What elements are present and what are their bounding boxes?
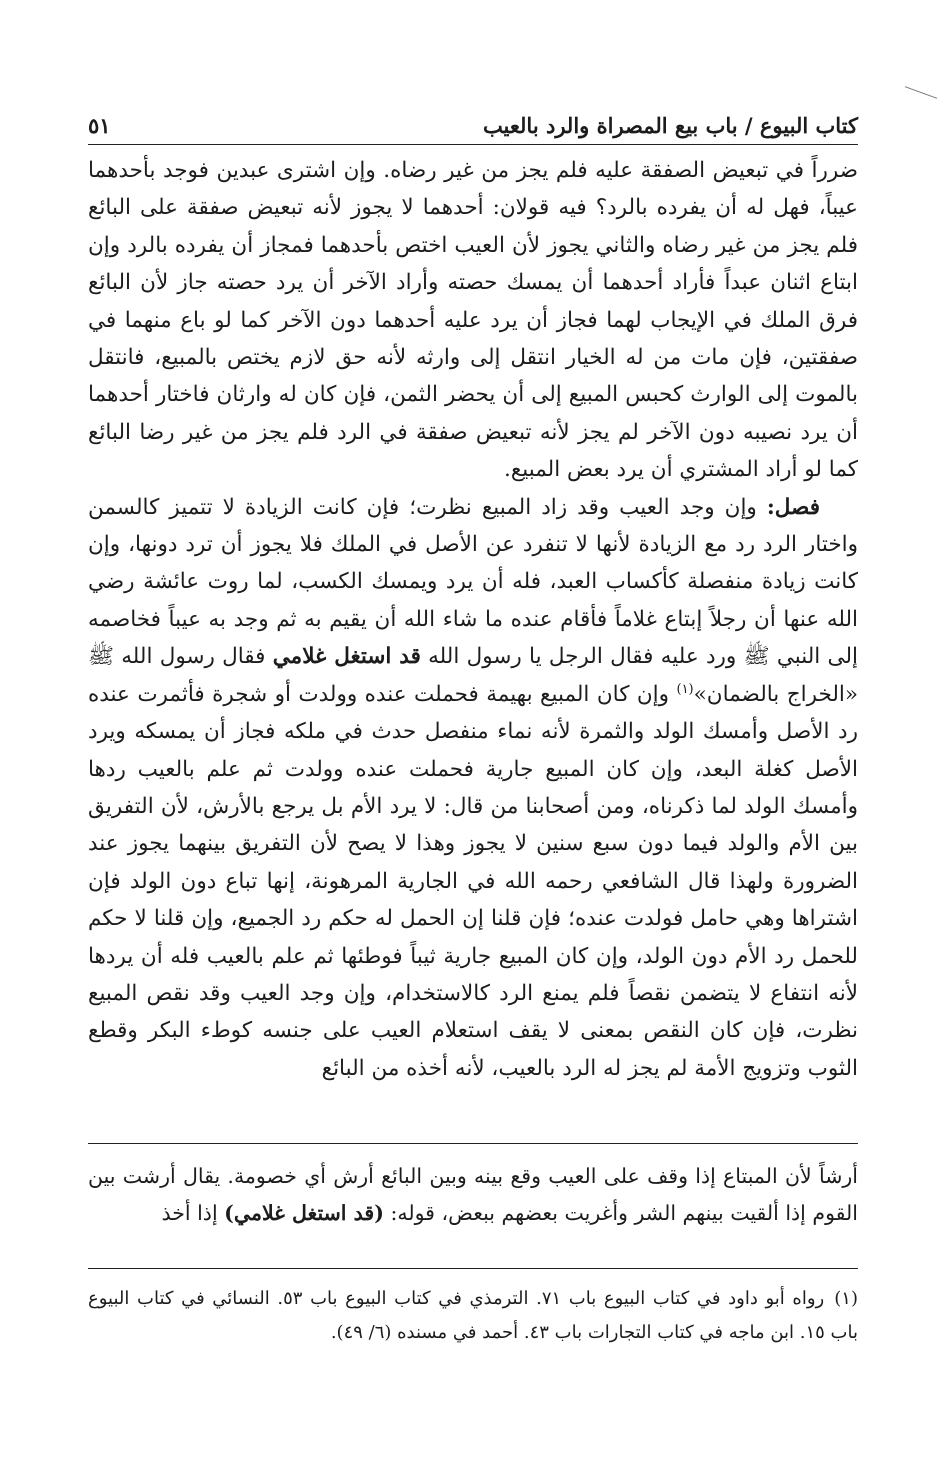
footnote: [88, 1282, 858, 1350]
fasl-label: فصل:: [766, 494, 820, 520]
footnote-text: رواه أبو داود في كتاب البيوع باب ٧١. الترمذي في كتاب البيوع باب ٥٣. النسائي في كتاب البيوع باب ١٥. ابن ماجه في كتاب التجارات باب ٤٣. أحمد في مسنده (٦/ ٤٩).: [88, 1288, 858, 1343]
commentary-paragraph: [88, 1158, 858, 1232]
footnote-number: (١): [834, 1288, 858, 1309]
paragraph-2-part-c: وإن كان المبيع بهيمة فحملت عنده وولدت أو شجرة فأثمرت عنده رد الأصل وأمسك الولد والثمرة لأنه نماء منفصل حدث في ملكه فجاز أن يمسكه ويرد الأصل كغلة البعد، وإن كان المبيع جارية فحملت عنده وولدت ثم علم بالعيب ردها وأمسك الولد لما ذكرناه، ومن أصحابنا من قال: لا يرد الأم بل يرجع بالأرش، لأن التفريق بين الأم والولد فيما دون سبع سنين لا يجوز وهذا لا يصح لأن التفريق بينهما يجوز عند الضرورة ولهذا قال الشافعي رحمه الله في الجارية المرهونة، إنها تباع دون الولد فإن اشتراها وهي حامل فولدت عنده؛ فإن قلنا إن الحمل له حكم رد الجميع، وإن قلنا لا حكم للحمل رد الأم دون الولد، وإن كان المبيع جارية ثيباً فوطئها ثم علم بالعيب فله أن يردها لأنه انتفاع لا يتضمن نقصاً فلم يمنع الرد كالاستخدام، وإن وجد العيب وقد نقص المبيع نظرت، فإن كان النقص بمعنى لا يقف استعلام العيب على جنسه كوطء البكر وقطع الثوب وتزويج الأمة لم يجز له الرد بالعيب، لأنه أخذه من البائع: [88, 681, 858, 1081]
page-corner-mark: [905, 86, 937, 99]
running-title: كتاب البيوع / باب بيع المصراة والرد بالعيب: [482, 112, 858, 138]
paragraph-1: ضرراً في تبعيض الصفقة عليه فلم يجز من غير رضاه. وإن اشترى عبدين فوجد بأحدهما عيباً، فهل له أن يفرده بالرد؟ فيه قولان: أحدهما لا يجوز لأنه تبعيض صفقة على البائع فلم يجز من غير رضاه والثاني يجوز لأن العيب اختص بأحدهما فمجاز أن يفرده بالرد وإن ابتاع اثنان عبداً فأراد أحدهما أن يمسك حصته وأراد الآخر أن يرد حصته جاز لأن البائع فرق الملك في الإيجاب لهما فجاز أن يرد عليه أحدهما دون الآخر كما لو باع منهما في صفقتين، فإن مات من له الخيار انتقل إلى وارثه لأنه حق لازم يختص بالمبيع، فانتقل بالموت إلى الوارث كحبس المبيع إلى أن يحضر الثمن، فإن كان له وارثان فاختار أحدهما أن يرد نصيبه دون الآخر لم يجز لأنه تبعيض صفقة في الرد فلم يجز من غير رضا البائع كما لو أراد المشتري أن يرد بعض المبيع.: [88, 158, 858, 483]
footnote-paragraph: [88, 1282, 858, 1350]
hadith-quote-bold: قد استغل غلامي: [272, 644, 421, 670]
commentary-quote-bold: (قد استغل غلامي): [224, 1201, 384, 1225]
paragraph-2-part-a: وإن وجد العيب وقد زاد المبيع نظرت؛ فإن كانت الزيادة لا تتميز كالسمن واختار الرد رد مع الزيادة لأنها لا تنفرد عن الأصل في الملك فلا يجوز أن ترد دونها، وإن كانت زيادة منفصلة كأكساب العبد، فله أن يرد ويمسك الكسب، لما روت عائشة رضي الله عنها أن رجلاً إبتاع غلاماً فأقام عنده ما شاء الله أن يقيم به ثم وجد به عيباً فخاصمه إلى النبي ﷺ ورد عليه فقال الرجل يا رسول الله: [88, 494, 858, 670]
page-number: ٥١: [88, 112, 111, 138]
commentary-text-a: أرشاً لأن المبتاع إذا وقف على العيب وقع بينه وبين البائع أرش أي خصومة. يقال أرشت بين القوم إذا ألقيت بينهم الشر وأغريت بعضهم ببعض، قوله:: [88, 1164, 858, 1225]
paragraph-2: [88, 489, 858, 1088]
commentary: [88, 1158, 858, 1232]
footnote-reference[interactable]: (١): [676, 681, 694, 697]
commentary-rule: [88, 1143, 858, 1144]
page-header: [88, 108, 858, 142]
header-rule: [88, 144, 858, 145]
paragraph-2-part-b: فقال رسول الله ﷺ «الخراج بالضمان»: [88, 644, 858, 707]
commentary-text-b: إذا أخذ: [161, 1201, 218, 1225]
main-text: [88, 152, 858, 1087]
footnote-rule: [88, 1268, 858, 1269]
